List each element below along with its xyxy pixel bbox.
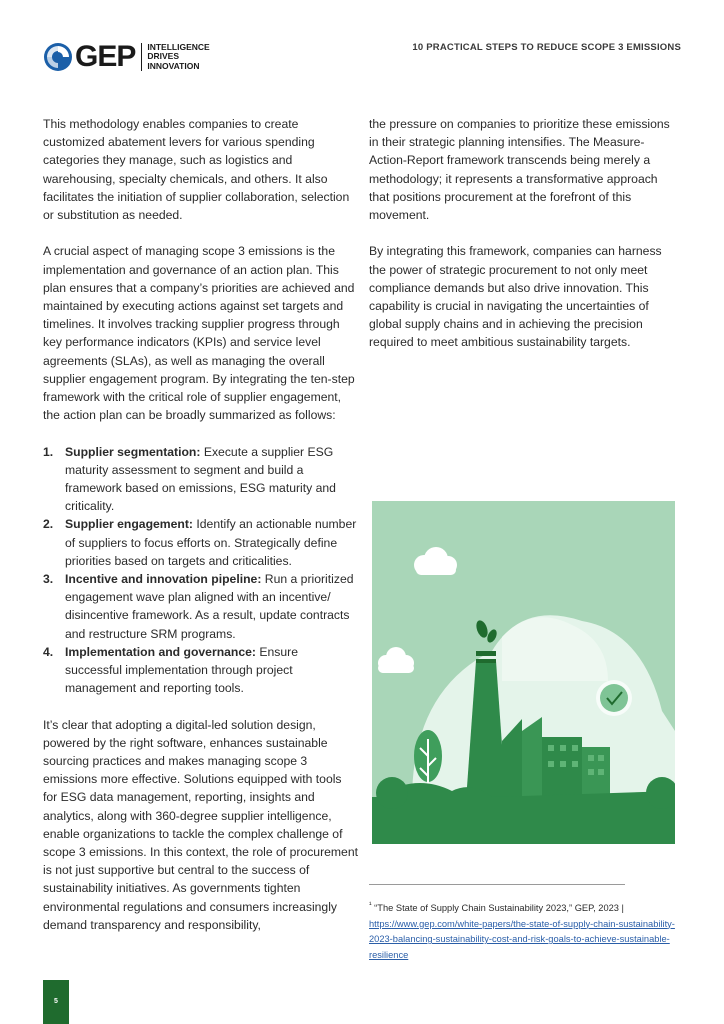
footnote-divider [369,884,625,885]
paragraph: A crucial aspect of managing scope 3 emissions is the implementation and governance of an action plan. This plan ensures that a company’s priorities are achieved and maintained by executing actions against set targets and timelines. It involves tracking supplier progress through key performance indicators (KPIs) and service level agreements (SLAs), as well as managing the overall supplier engagement program. By integrating the ten-step framework with the critical role of supplier engagement, the action plan can be broadly summarized as follows: [43,244,355,423]
logo-tagline: INTELLIGENCE DRIVES INNOVATION [141,43,209,72]
page-number: 5 [54,998,58,1005]
action-plan-list [43,443,358,698]
paragraph: This methodology enables companies to create customized abatement levers for various spending categories they manage, such as logistics and warehousing, specialty chemicals, and others. It also facilitates the initiation of supplier collaboration, selection or substitution as needed. [43,117,350,223]
page-number-tab [43,980,69,1024]
list-item: 4. Implementation and governance: Ensure successful implementation through project management and reporting tools. [43,644,298,696]
document-title: 10 PRACTICAL STEPS TO REDUCE SCOPE 3 EMISSIONS [412,42,681,53]
logo-wordmark: GEP [75,40,136,73]
paragraph: By integrating this framework, companies can harness the power of strategic procurement to not only meet compliance demands but also drive innovation. This capability is crucial in navigating the uncertainties of global supply chains and in achieving the precision required to meet ambitious sustainability targets. [369,244,662,350]
left-column [43,115,358,952]
list-item: 2. Supplier engagement: Identify an actionable number of suppliers to focus efforts on. Strategically define priorities based on targets and criticalities. [43,517,357,568]
paragraph: It’s clear that adopting a digital-led solution design, powered by the right software, enhances sustainable sourcing practices and makes managing scope 3 emissions more effective. Solutions equipped with tools for ESG data management, reporting, insights and analytics, along with 360-degree supplier intelligence, enable organizations to tackle the complex challenge of scope 3 emissions. In this context, the role of procurement is not just supportive but central to the success of sustainability initiatives. As governments tighten environmental regulations and consumers increasingly demand transparency and responsibility, [43,717,359,932]
list-item: 3. Incentive and innovation pipeline: Run a prioritized engagement wave plan aligned with an incentive/ disincentive framework. As a result, update contracts and restructure SRM programs. [43,572,354,641]
right-column [369,115,681,370]
footnote: $^{^1}$ “The State of Supply Chain Sustainability 2023,” GEP, 2023 | https://www.gep.com/white-papers/the-state-of-supply-chain-sustainability-2023-balancing-sustainability-cost-and-risk-goals-to-achieve-sustainable-resilience [369,900,675,960]
sustainable-factory-illustration [372,501,675,844]
footnote-link[interactable]: https://www.gep.com/white-papers/the-state-of-supply-chain-sustainability-2023-balancing-sustainability-cost-and-risk-goals-to-achieve-sustainable-resilience [369,918,675,960]
paragraph: the pressure on companies to prioritize these emissions in their strategic planning intensifies. The Measure-Action-Report framework transcends being merely a methodology; it represents a transformative approach that positions procurement at the forefront of this movement. [369,117,670,223]
list-item: 1. Supplier segmentation: Execute a supplier ESG maturity assessment to segment and build a framework based on emissions, ESG maturity and criticality. [43,444,336,514]
checkmark-badge-icon [596,680,632,716]
gep-swirl-icon [43,42,73,72]
gep-logo [43,42,210,72]
